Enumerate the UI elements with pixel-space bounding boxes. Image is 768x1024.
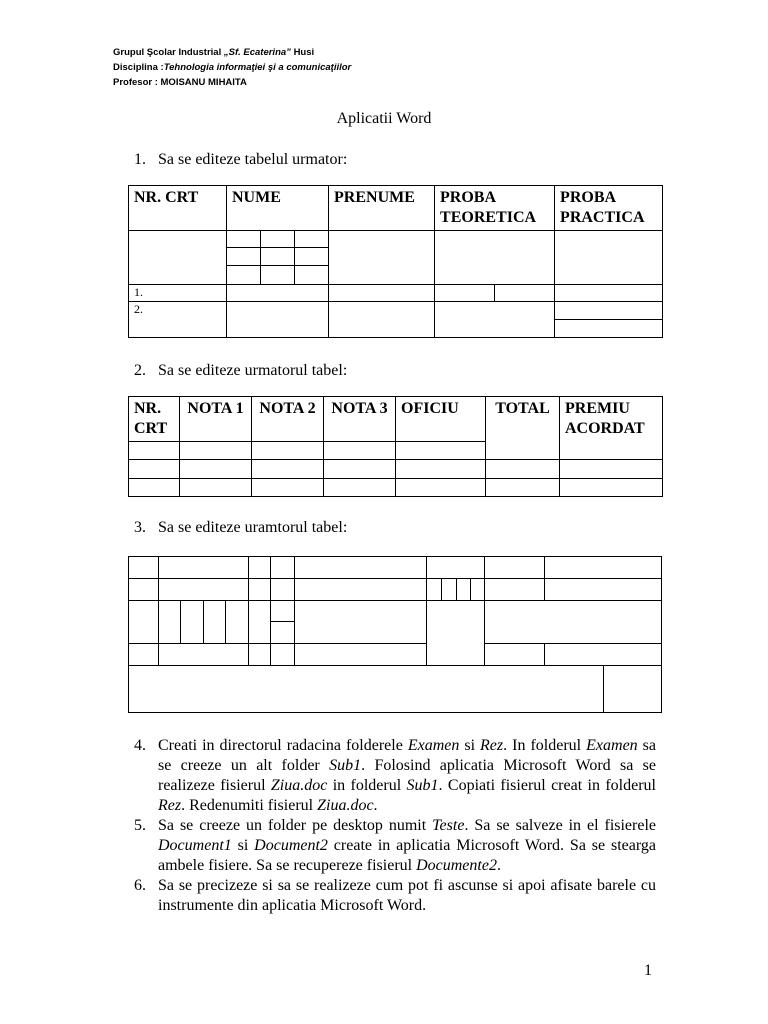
table-border [129,557,662,713]
task-term: Examen [586,737,638,754]
question-number: 3. [134,519,146,536]
discipline-label: Disciplina : [113,62,164,73]
row-label-1: 1. [129,285,227,302]
task-term: Examen [407,737,460,754]
task-term: Sub1 [406,777,439,794]
header-nota-3: NOTA 3 [324,397,396,442]
task-number: 4. [134,737,146,754]
task-text: . Copiati fisierul creat in folderul [438,777,656,794]
school-name: „Sf. Ecaterina” [223,47,294,58]
task-term: Rez [158,797,182,814]
task-text: create in aplicatia Microsoft Word. Sa se stearga ambele fisiere. Sa se recupereze fisierul [158,837,656,874]
task-term: Ziua.doc [317,797,374,814]
question-number: 2. [134,362,146,379]
task-term: Ziua.doc [270,777,328,794]
teacher-label: Profesor : [113,77,161,88]
task-text: Sa se precizeze si sa se realizeze cum pot fi ascunse si apoi afisate barele cu instrumente din aplicatia Microsoft Word. [158,877,656,914]
task-term: Documente2 [416,857,497,874]
task-item [134,736,656,816]
task-term: Document2 [254,837,328,854]
header-premiu-acordat: PREMIU ACORDAT [560,397,663,460]
header-proba-teoretica: PROBA TEORETICA [435,186,555,231]
header-nr-crt: NR. CRT [129,186,227,231]
task-text: . In folderul [503,737,587,754]
header-nume: NUME [227,186,329,231]
task-text: si [459,737,481,754]
header-nota-1: NOTA 1 [180,397,252,442]
task-text: . Sa se salveze in el fisierele [464,817,657,834]
task-list [134,736,656,916]
header-oficiu: OFICIU [396,397,486,442]
school-label: Grupul Şcolar Industrial [113,47,224,58]
task-term: Rez [480,737,504,754]
question-number: 1. [134,151,146,168]
question-text: Sa se editeze tabelul urmator: [158,151,348,168]
header-nr-crt: NR. CRT [129,397,180,442]
task-term: Sub1 [329,757,362,774]
question-text: Sa se editeze uramtorul tabel: [158,519,348,536]
task-item [134,816,656,876]
task-term: Teste [432,817,465,834]
task-text: in folderul [327,777,407,794]
task-term: Document1 [158,837,232,854]
task-number: 5. [134,817,146,834]
task-text: . [373,797,378,814]
discipline-value: Tehnologia informaţiei şi a comunicaţiilor [163,62,352,73]
task-item [134,876,656,916]
row-label-2: 2. [129,302,227,338]
header-total: TOTAL [486,397,560,460]
task-text: Sa se creeze un folder pe desktop numit [158,817,433,834]
school-city: Husi [293,47,315,58]
task-text: . Redenumiti fisierul [181,797,318,814]
task-text: si [231,837,255,854]
task-text: . [496,857,501,874]
question-text: Sa se editeze urmatorul tabel: [158,362,348,379]
task-text: . Folosind aplicatia Microsoft Word sa se realizeze fisierul [158,757,656,794]
page-number: 1 [644,962,652,979]
task-number: 6. [134,877,146,894]
task-text: sa se creeze un alt folder [158,737,657,774]
header-prenume: PRENUME [329,186,435,231]
page-title: Aplicatii Word [336,110,432,127]
teacher-name: MOISANU MIHAITA [160,77,247,88]
task-text: Creati in directorul radacina folderele [158,737,408,754]
header-nota-2: NOTA 2 [252,397,324,442]
header-proba-practica: PROBA PRACTICA [555,186,663,231]
